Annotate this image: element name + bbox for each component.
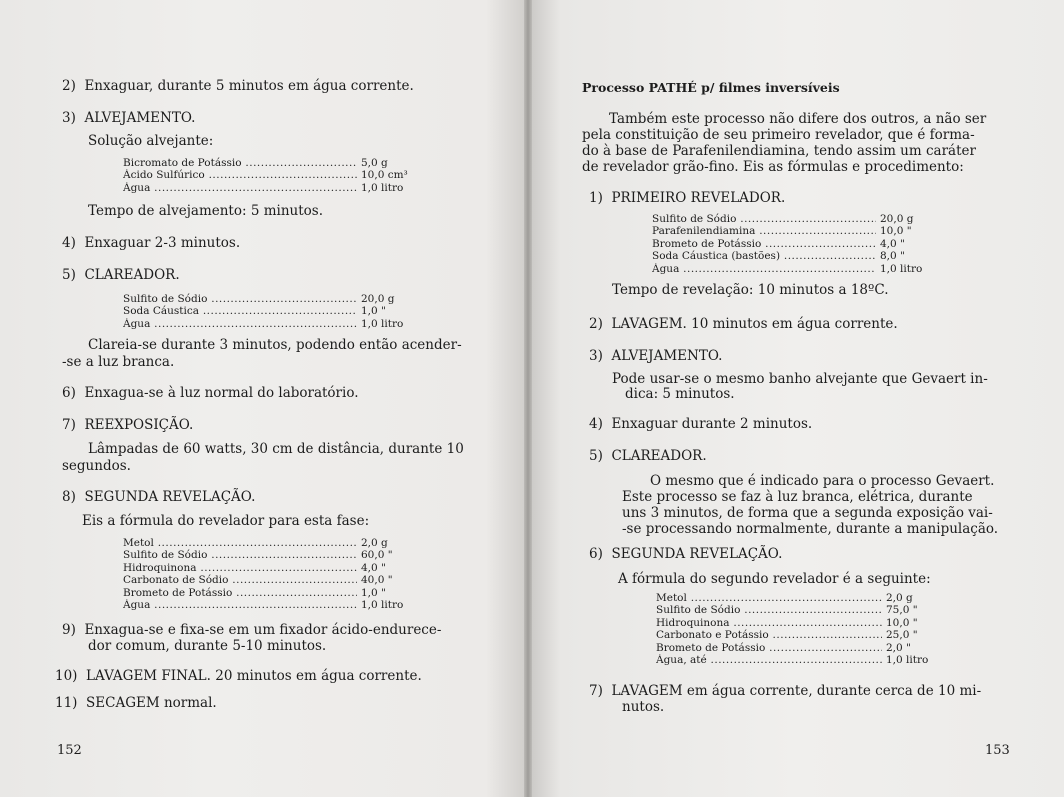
tempo-revelacao: Tempo de revelação: 10 minutos a 18ºC. bbox=[612, 282, 889, 298]
clareador-line-4: -se processando normalmente, durante a manipulação. bbox=[622, 521, 999, 537]
alvejante-label: Solução alvejante: bbox=[88, 133, 214, 149]
intro-line-2: pela constituição de seu primeiro revelador, que é forma- bbox=[582, 127, 975, 143]
table-row: Carbonato de Sódio ..... 40,0 " bbox=[123, 574, 411, 586]
alvejante-line-2: dica: 5 minutos. bbox=[625, 386, 735, 402]
right-item-2: 2) LAVAGEM. 10 minutos em água corrente. bbox=[589, 316, 898, 332]
left-item-10: 10) LAVAGEM FINAL. 20 minutos em água corrente. bbox=[55, 668, 422, 684]
left-item-6: 6) Enxagua-se à luz normal do laboratório. bbox=[62, 385, 359, 401]
book-gutter bbox=[524, 0, 532, 797]
table-clareador bbox=[123, 293, 411, 330]
left-item-7: 7) REEXPOSIÇÃO. bbox=[62, 417, 194, 433]
intro-line-3: do à base de Parafenilendiamina, tendo assim um caráter bbox=[582, 143, 976, 159]
table-segunda-revelacao-left bbox=[123, 537, 411, 611]
clareia-line-2: -se a luz branca. bbox=[62, 354, 175, 370]
table-row: Bicromato de Potássio ..... 5,0 g bbox=[123, 157, 411, 169]
right-item-4: 4) Enxaguar durante 2 minutos. bbox=[589, 416, 813, 432]
table-row: Sulfito de Sódio ..... 20,0 g bbox=[123, 293, 411, 305]
section-heading: Processo PATHÉ p/ filmes inversíveis bbox=[582, 80, 840, 95]
table-row: Parafenilendiamina ..... 10,0 " bbox=[652, 225, 938, 237]
table-row: Ácido Sulfúrico ..... 10,0 cm³ bbox=[123, 169, 411, 181]
right-item-5: 5) CLAREADOR. bbox=[589, 448, 707, 464]
table-row: Metol ..... 2,0 g bbox=[123, 537, 411, 549]
table-row: Soda Cáustica ..... 1,0 " bbox=[123, 305, 411, 317]
table-row: Brometo de Potássio ..... 2,0 " bbox=[656, 642, 940, 654]
clareador-line-2: Este processo se faz à luz branca, elétrica, durante bbox=[622, 489, 973, 505]
lampadas-line-1: Lâmpadas de 60 watts, 30 cm de distância, durante 10 bbox=[88, 441, 464, 457]
clareador-line-3: uns 3 minutos, de forma que a segunda exposição vai- bbox=[622, 505, 993, 521]
left-item-5: 5) CLAREADOR. bbox=[62, 267, 180, 283]
formula-intro-right: A fórmula do segundo revelador é a seguinte: bbox=[618, 571, 931, 587]
tempo-alvejamento: Tempo de alvejamento: 5 minutos. bbox=[88, 203, 323, 219]
table-row: Sulfito de Sódio ..... 60,0 " bbox=[123, 549, 411, 561]
table-row: Soda Cáustica (bastões) ..... 8,0 " bbox=[652, 250, 938, 262]
intro-line-4: de revelador grão-fino. Eis as fórmulas e procedimento: bbox=[582, 159, 964, 175]
table-primeiro-revelador bbox=[652, 213, 938, 275]
table-row: Brometo de Potássio ..... 1,0 " bbox=[123, 587, 411, 599]
table-row: Hidroquinona ..... 10,0 " bbox=[656, 617, 940, 629]
table-row: Sulfito de Sódio ..... 20,0 g bbox=[652, 213, 938, 225]
right-item-6: 6) SEGUNDA REVELAÇÃO. bbox=[589, 546, 783, 562]
table-alvejante bbox=[123, 157, 411, 194]
formula-intro-left: Eis a fórmula do revelador para esta fase: bbox=[82, 513, 370, 529]
left-item-8: 8) SEGUNDA REVELAÇÃO. bbox=[62, 489, 256, 505]
right-item-1: 1) PRIMEIRO REVELADOR. bbox=[589, 190, 786, 206]
page-number-right: 153 bbox=[985, 743, 1010, 758]
table-row: Metol ..... 2,0 g bbox=[656, 592, 940, 604]
table-segunda-revelacao-right bbox=[656, 592, 940, 666]
left-item-9: 9) Enxagua-se e fixa-se em um fixador ácido-endurece- bbox=[62, 622, 442, 638]
left-item-4: 4) Enxaguar 2-3 minutos. bbox=[62, 235, 241, 251]
intro-line-1: Também este processo não difere dos outros, a não ser bbox=[609, 111, 987, 127]
right-item-7: 7) LAVAGEM em água corrente, durante cerca de 10 mi- bbox=[589, 683, 982, 699]
table-row: Brometo de Potássio ..... 4,0 " bbox=[652, 238, 938, 250]
lampadas-line-2: segundos. bbox=[62, 458, 131, 474]
table-row: Água ..... 1,0 litro bbox=[123, 599, 411, 611]
table-row: Carbonato e Potássio ..... 25,0 " bbox=[656, 629, 940, 641]
left-item-3: 3) ALVEJAMENTO. bbox=[62, 110, 196, 126]
clareia-line-1: Clareia-se durante 3 minutos, podendo então acender- bbox=[88, 337, 462, 353]
right-item-7-cont: nutos. bbox=[622, 699, 665, 715]
left-item-11: 11) SECAGEM normal. bbox=[55, 695, 217, 711]
table-row: Água ..... 1,0 litro bbox=[652, 263, 938, 275]
table-row: Sulfito de Sódio ..... 75,0 " bbox=[656, 604, 940, 616]
right-item-3: 3) ALVEJAMENTO. bbox=[589, 348, 723, 364]
table-row: Água, até ..... 1,0 litro bbox=[656, 654, 940, 666]
clareador-line-1: O mesmo que é indicado para o processo Gevaert. bbox=[650, 473, 995, 489]
table-row: Hidroquinona ..... 4,0 " bbox=[123, 562, 411, 574]
page-number-left: 152 bbox=[57, 743, 82, 758]
left-item-2: 2) Enxaguar, durante 5 minutos em água corrente. bbox=[62, 78, 414, 94]
left-item-9-cont: dor comum, durante 5-10 minutos. bbox=[88, 638, 327, 654]
table-row: Água ..... 1,0 litro bbox=[123, 318, 411, 330]
alvejante-line-1: Pode usar-se o mesmo banho alvejante que Gevaert in- bbox=[612, 371, 988, 387]
table-row: Água ..... 1,0 litro bbox=[123, 182, 411, 194]
